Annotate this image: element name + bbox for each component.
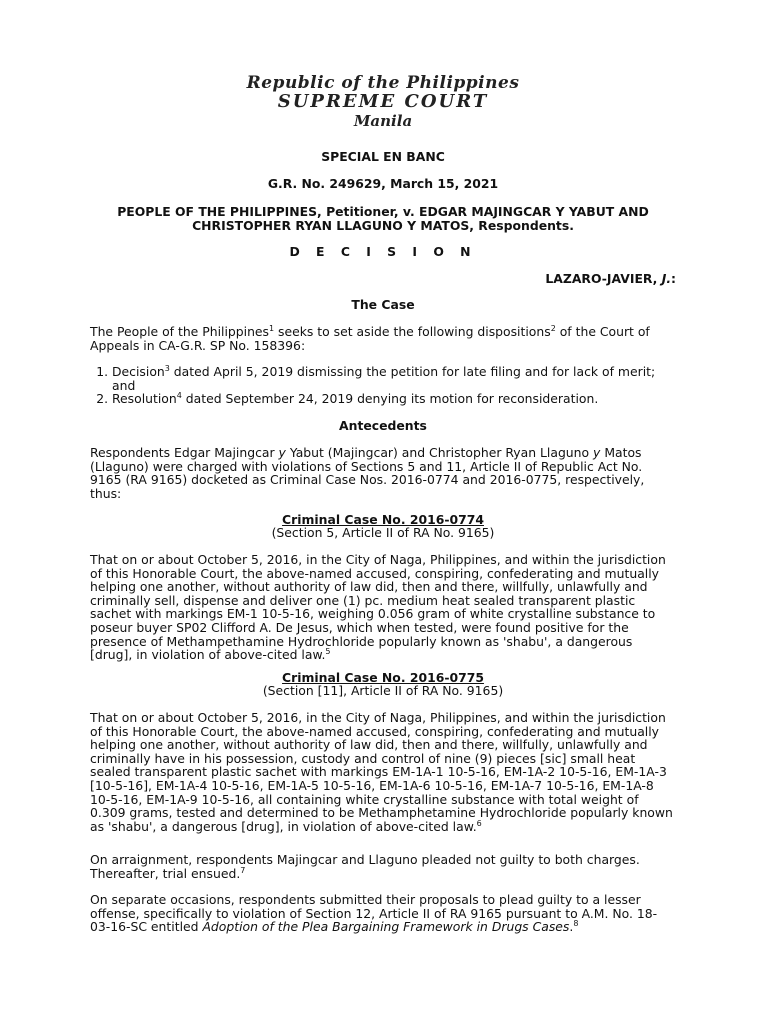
footnote-ref-8[interactable]: 8 (573, 919, 579, 929)
arraignment-text: On arraignment, respondents Majingcar and Llaguno pleaded not guilty to both charges. Thereafter, trial ensued. (90, 852, 640, 881)
section-heading-antecedents: Antecedents (339, 418, 427, 433)
division-label: SPECIAL EN BANC (321, 149, 445, 164)
list-item-label: Resolution (112, 391, 177, 407)
antecedents-text-b: Yabut (Majingcar) and Christopher Ryan Llaguno (285, 445, 594, 460)
proposals-text-b: . (569, 919, 574, 935)
proposals-text-a: On separate occasions, respondents submitted their proposals to plead guilty to a lesser offense, specifically to violation of Section 12, Article II of RA 9165 pursuant to A.M. No. 18-03-16-SC entitled (90, 892, 658, 935)
ponente-name: LAZARO-JAVIER, (545, 271, 662, 286)
respondents-label: Respondents. (473, 217, 574, 233)
intro-text-c: of the Court of Appeals in CA-G.R. SP No. 158396: (90, 324, 650, 353)
ponente (90, 272, 676, 286)
antecedents-y1: y (278, 445, 286, 460)
footnote-ref-5[interactable]: 5 (325, 647, 331, 657)
list-item-text: dated April 5, 2019 dismissing the petition for late filing and for lack of merit; and (112, 364, 656, 393)
antecedents-y2: y (593, 445, 601, 460)
decision-title: D E C I S I O N (289, 244, 477, 259)
header-manila: Manila (353, 112, 413, 130)
intro-text-a: The People of the Philippines (90, 324, 269, 339)
case2-body (90, 711, 676, 833)
list-item (112, 392, 676, 406)
proposals-framework-title: Adoption of the Plea Bargaining Framework in Drugs Cases (202, 919, 570, 935)
case1-body (90, 553, 676, 662)
ponente-colon: : (671, 271, 676, 286)
case2-title: Criminal Case No. 2016-0775 (282, 670, 484, 685)
intro-text-b: seeks to set aside the following dispositions (274, 324, 551, 339)
list-item-label: Decision (112, 364, 165, 379)
footnote-ref-6[interactable]: 6 (476, 818, 482, 828)
footnote-ref-4[interactable]: 4 (176, 391, 182, 401)
footnote-ref-1[interactable]: 1 (269, 323, 275, 333)
case1-title: Criminal Case No. 2016-0774 (282, 512, 484, 527)
case1-body-text: That on or about October 5, 2016, in the City of Naga, Philippines, and within the jurisdiction of this Honorable Court, the above-named accused, conspiring, confederating and mutually helping one another, without authority of law did, then and there, willfully, unlawfully and criminally sell, dispense and deliver one (1) pc. medium heat sealed transparent plastic sachet with markings EM-1 10-5-16, weighing 0.056 gram of white crystalline substance to poseur buyer SP02 Clifford A. De Jesus, which when tested, were found positive for the presence of Methampethamine Hydrochloride popularly known as 'shabu', a dangerous [drug], in violation of above-cited law. (90, 552, 666, 663)
case-parties (86, 205, 680, 232)
case2-subtitle: (Section [11], Article II of RA No. 9165) (262, 683, 504, 698)
footnote-ref-7[interactable]: 7 (240, 865, 246, 875)
respondents-names: EDGAR MAJINGCAR Y YABUT AND CHRISTOPHER RYAN LLAGUNO Y MATOS, (192, 204, 649, 233)
footnote-ref-2[interactable]: 2 (550, 323, 556, 333)
list-item-text: dated September 24, 2019 denying its motion for reconsideration. (181, 391, 599, 407)
paragraph-antecedents (90, 446, 650, 500)
paragraph-proposals (90, 893, 676, 934)
antecedents-text-c: Matos (Llaguno) were charged with violations of Sections 5 and 11, Article II of Republic Act No. 9165 (RA 9165) docketed as Criminal Case Nos. 2016-0774 and 2016-0775, respectively, thus: (90, 445, 645, 501)
header-supreme-court: SUPREME COURT (277, 91, 489, 112)
antecedents-text-a: Respondents Edgar Majingcar (90, 445, 279, 460)
case2-body-text: That on or about October 5, 2016, in the City of Naga, Philippines, and within the jurisdiction of this Honorable Court, the above-named accused, conspiring, confederating and mutually helping one another, without authority of law did, then and there, willfully, unlawfully and criminally have in his possession, custody and control of nine (9) pieces [sic] small heat sealed transparent plastic sachet with markings EM-1A-1 10-5-16, EM-1A-2 10-5-16, EM-1A-3 [10-5-16], EM-1A-4 10-5-16, EM-1A-5 10-5-16, EM-1A-6 10-5-16, EM-1A-7 10-5-16, EM-1A-8 10-5-16, EM-1A-9 10-5-16, all containing white crystalline substance with total weight of 0.309 grams, tested and determined to be Methamphetamine Hydrochloride popularly known as 'shabu', a dangerous [drug], in violation of above-cited law. (90, 710, 673, 834)
gr-number: G.R. No. 249629, March 15, 2021 (267, 176, 499, 191)
list-item (112, 365, 676, 392)
footnote-ref-3[interactable]: 3 (164, 363, 170, 373)
paragraph-arraignment (90, 853, 676, 880)
paragraph-intro (90, 325, 676, 352)
header-republic: Republic of the Philippines (246, 73, 520, 93)
dispositions-list (90, 365, 676, 406)
ponente-title: J. (661, 271, 672, 286)
petitioner-label: Petitioner, v. (321, 204, 420, 219)
people-label: PEOPLE OF THE PHILIPPINES, (117, 204, 322, 219)
section-heading-the-case: The Case (351, 297, 415, 312)
case1-subtitle: (Section 5, Article II of RA No. 9165) (271, 525, 495, 540)
